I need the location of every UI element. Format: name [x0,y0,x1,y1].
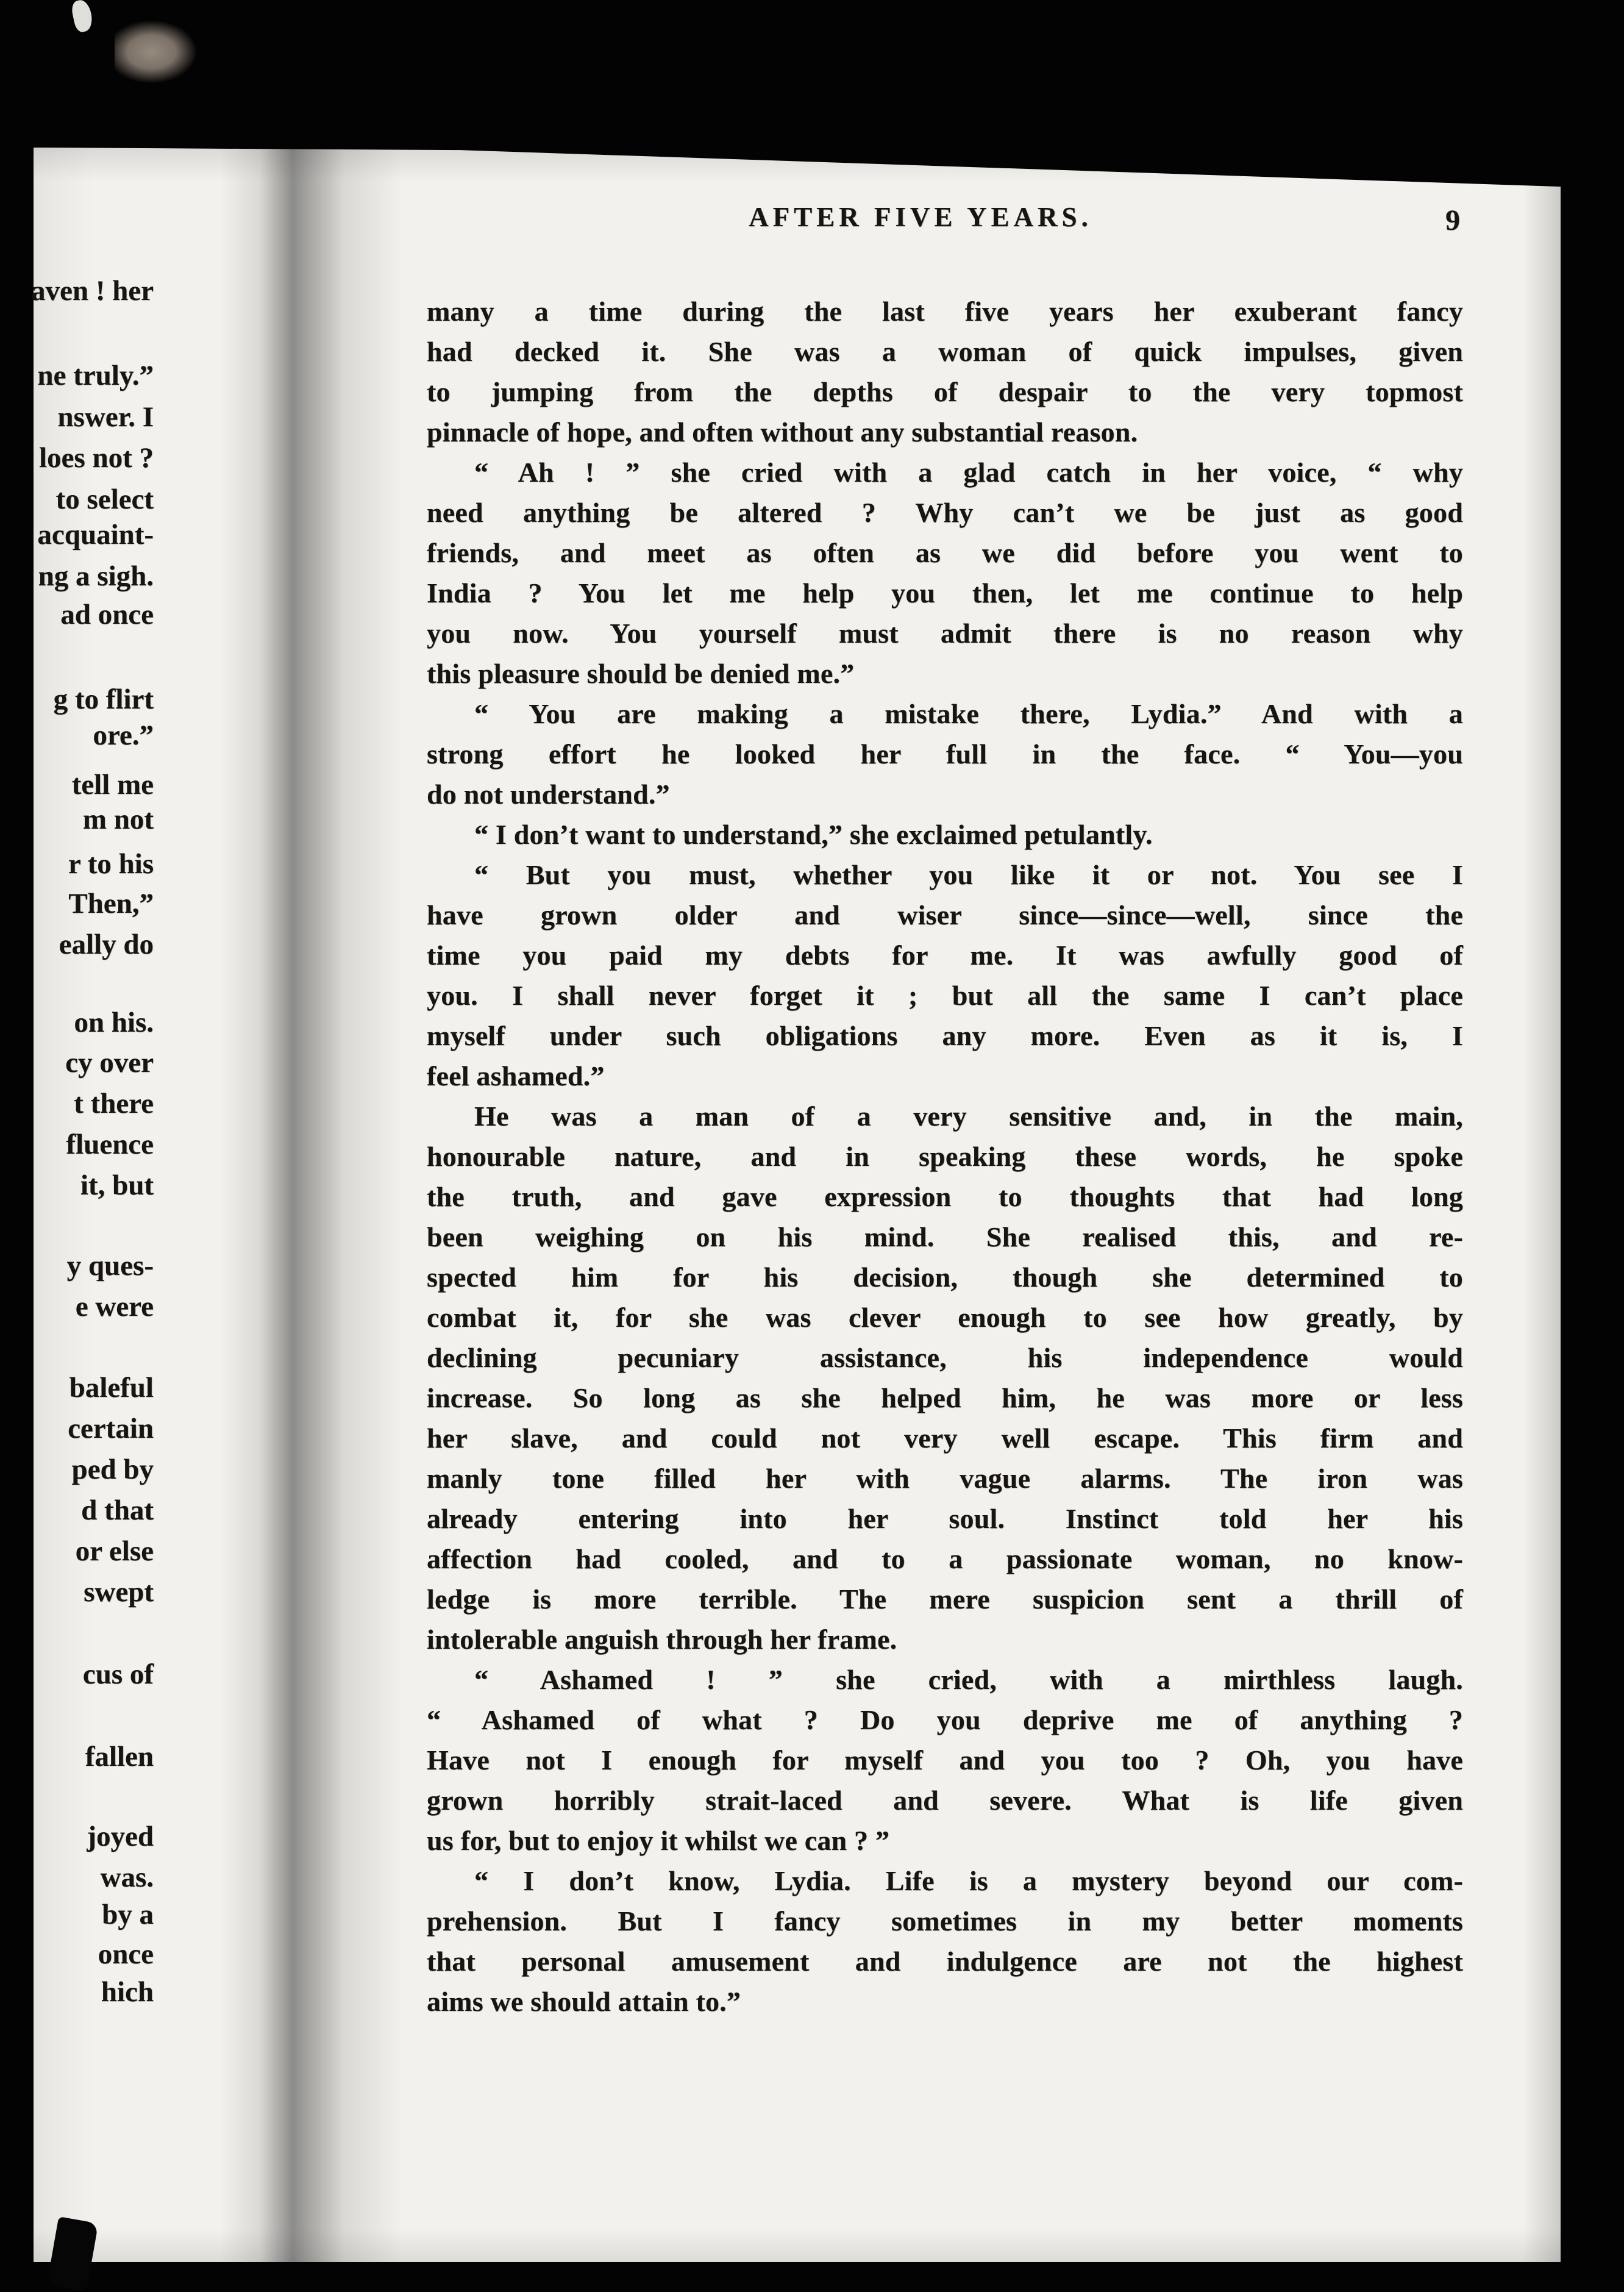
text-line: increase. So long as she helped him, he was more or less [427,1382,1463,1413]
page-edge-text-fragment: cus of [82,1658,154,1690]
text-line: “ But you must, whether you like it or not. You see I [474,859,1463,890]
page-edge-text-fragment: nswer. I [57,401,154,433]
text-line: to jumping from the depths of despair to the very topmost [427,376,1463,407]
text-line: have grown older and wiser since—since—well, since the [427,899,1463,930]
page-edge-text-fragment: ng a sigh. [38,560,154,592]
text-line: her slave, and could not very well escape. This firm and [427,1423,1463,1454]
page-edge-text-fragment: tell me [71,769,154,801]
page-edge-text-fragment: to select [55,484,154,515]
text-line: time you paid my debts for me. It was awfully good of [427,940,1463,971]
text-line: Have not I enough for myself and you too ? Oh, you have [427,1744,1463,1776]
text-line: this pleasure should be denied me.” [427,658,855,689]
text-line: feel ashamed.” [427,1060,605,1091]
page-edge-text-fragment: eally do [59,929,154,960]
page-edge-text-fragment: hich [101,1976,154,2008]
page-edge-text-fragment: was. [100,1862,154,1893]
page-edge-text-fragment: by a [102,1899,154,1930]
page-edge-text-fragment: m not [82,804,154,835]
text-line: you now. You yourself must admit there is no reason why [427,618,1463,649]
page-edge-text-fragment: fluence [66,1129,154,1160]
text-line: had decked it. She was a woman of quick impulses, given [427,336,1463,367]
text-line: myself under such obligations any more. Even as it is, I [427,1020,1463,1051]
page-edge-text-fragment: d that [81,1494,154,1526]
text-line: “ Ashamed ! ” she cried, with a mirthless laugh. [474,1664,1463,1695]
page-edge-text-fragment: aven ! her [30,275,154,307]
page-edge-text-fragment: Then,” [68,888,154,919]
page-text [427,291,1463,2022]
page-edge-text-fragment: it, but [80,1169,154,1201]
page-edge-text-fragment: y ques- [66,1250,154,1282]
text-line: “ Ah ! ” she cried with a glad catch in her voice, “ why [474,457,1463,488]
running-header: AFTER FIVE YEARS. [749,202,1092,232]
text-line: India ? You let me help you then, let me continue to help [427,577,1463,609]
previous-page-text-edge [0,0,160,2288]
text-line: many a time during the last five years her exuberant fancy [427,296,1463,327]
text-line: prehension. But I fancy sometimes in my better moments [427,1905,1463,1937]
text-line: affection had cooled, and to a passionate woman, no know- [427,1543,1463,1574]
text-line: friends, and meet as often as we did before you went to [427,537,1463,568]
page-edge-text-fragment: g to flirt [53,684,154,715]
text-line: grown horribly strait-laced and severe. What is life given [427,1785,1463,1816]
text-line: already entering into her soul. Instinct told her his [427,1503,1463,1534]
page-edge-text-fragment: ad once [60,599,154,630]
page-edge-text-fragment: swept [84,1576,154,1608]
text-line: declining pecuniary assistance, his independence would [427,1342,1463,1373]
text-line: manly tone filled her with vague alarms. The iron was [427,1463,1463,1494]
page-edge-text-fragment: once [98,1938,154,1970]
text-line: He was a man of a very sensitive and, in the main, [474,1101,1463,1132]
text-line: do not understand.” [427,779,670,810]
text-line: “ I don’t want to understand,” she exclaimed petulantly. [474,819,1153,850]
text-line: that personal amusement and indulgence are not the highest [427,1946,1463,1977]
text-line: been weighing on his mind. She realised this, and re- [427,1221,1463,1252]
page-edge-text-fragment: fallen [85,1741,154,1773]
text-line: ledge is more terrible. The mere suspicion sent a thrill of [427,1583,1463,1615]
page-edge-text-fragment: joyed [87,1821,154,1852]
page-edge-text-fragment: acquaint- [37,519,154,551]
page-edge-text-fragment: r to his [68,848,154,880]
page-edge-text-fragment: t there [74,1088,154,1119]
page-edge-text-fragment: e were [75,1291,154,1323]
page-gutter-shadow [219,148,402,2262]
page-edge-text-fragment: or else [75,1535,154,1567]
page-edge-text-fragment: loes not ? [39,442,154,474]
text-line: “ Ashamed of what ? Do you deprive me of anything ? [427,1704,1463,1735]
text-line: “ You are making a mistake there, Lydia.” And with a [474,698,1463,729]
text-line: us for, but to enjoy it whilst we can ? ” [427,1825,890,1856]
page-edge-text-fragment: ore.” [93,719,154,751]
text-line: aims we should attain to.” [427,1986,741,2017]
text-line: pinnacle of hope, and often without any substantial reason. [427,416,1138,448]
text-line: intolerable anguish through her frame. [427,1624,897,1655]
text-line: need anything be altered ? Why can’t we be just as good [427,497,1463,528]
text-line: spected him for his decision, though she determined to [427,1262,1463,1293]
page-edge-text-fragment: ne truly.” [37,360,154,391]
text-line: you. I shall never forget it ; but all the same I can’t place [427,980,1463,1011]
text-line: “ I don’t know, Lydia. Life is a mystery beyond our com- [474,1865,1463,1896]
text-line: combat it, for she was clever enough to see how greatly, by [427,1302,1463,1333]
text-line: honourable nature, and in speaking these words, he spoke [427,1141,1463,1172]
page-number: 9 [1445,204,1460,237]
text-line: the truth, and gave expression to thoughts that had long [427,1181,1463,1212]
page-edge-text-fragment: on his. [74,1007,154,1038]
page-edge-text-fragment: cy over [65,1047,154,1079]
page-edge-text-fragment: baleful [69,1372,154,1404]
text-line: strong effort he looked her full in the face. “ You—you [427,738,1463,769]
page-edge-text-fragment: certain [68,1413,154,1444]
page-edge-text-fragment: ped by [71,1454,154,1485]
